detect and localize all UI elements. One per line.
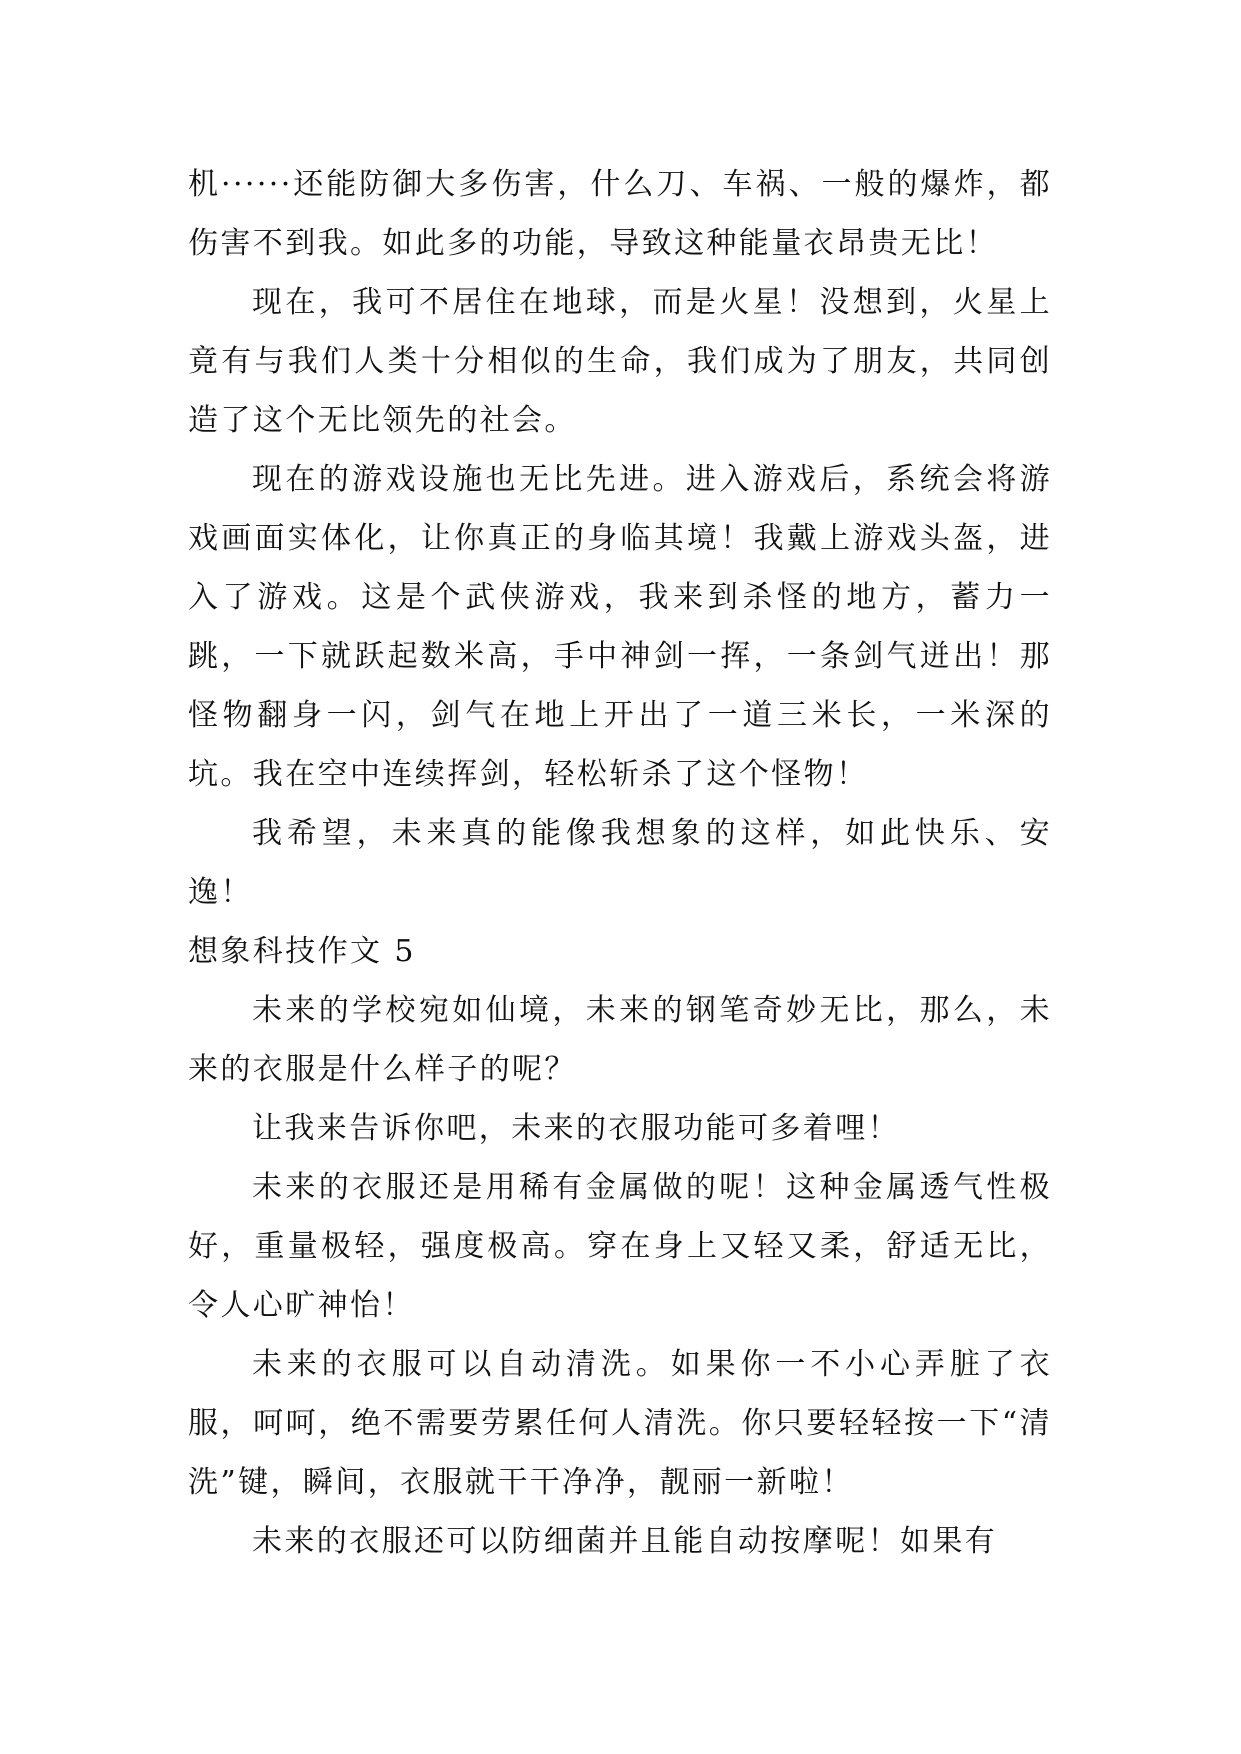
paragraph-mars: 现在，我可不居住在地球，而是火星！没想到，火星上竟有与我们人类十分相似的生命，我们成为了朋友，共同创造了这个无比领先的社会。 bbox=[188, 285, 1052, 438]
paragraph-game: 现在的游戏设施也无比先进。进入游戏后，系统会将游戏画面实体化，让你真正的身临其境！我戴上游戏头盔，进入了游戏。这是个武侠游戏，我来到杀怪的地方，蓄力一跳，一下就跃起数米高，手中神剑一挥，一条剑气迸出！那怪物翻身一闪，剑气在地上开出了一道三米长，一米深的坑。我在空中连续挥剑，轻松斩杀了这个怪物！ bbox=[188, 462, 1052, 792]
paragraph-tell: 让我来告诉你吧，未来的衣服功能可多着哩！ bbox=[252, 1111, 900, 1146]
paragraph-continuation: 机······还能防御大多伤害，什么刀、车祸、一般的爆炸，都伤害不到我。如此多的功能，导致这种能量衣昂贵无比！ bbox=[188, 167, 1052, 261]
paragraph-intro: 未来的学校宛如仙境，未来的钢笔奇妙无比，那么，未来的衣服是什么样子的呢？ bbox=[188, 993, 1052, 1087]
paragraph-hope: 我希望，未来真的能像我想象的这样，如此快乐、安逸！ bbox=[188, 816, 1052, 910]
paragraph-massage: 未来的衣服还可以防细菌并且能自动按摩呢！如果有 bbox=[252, 1524, 998, 1559]
document-body bbox=[188, 155, 1052, 1571]
paragraph-cleaning: 未来的衣服可以自动清洗。如果你一不小心弄脏了衣服，呵呵，绝不需要劳累任何人清洗。你只要轻轻按一下“清洗”键，瞬间，衣服就干干净净，靓丽一新啦！ bbox=[188, 1347, 1052, 1500]
paragraph-metal: 未来的衣服还是用稀有金属做的呢！这种金属透气性极好，重量极轻，强度极高。穿在身上又轻又柔，舒适无比，令人心旷神怡！ bbox=[188, 1170, 1052, 1323]
essay-heading: 想象科技作文 5 bbox=[188, 934, 416, 969]
